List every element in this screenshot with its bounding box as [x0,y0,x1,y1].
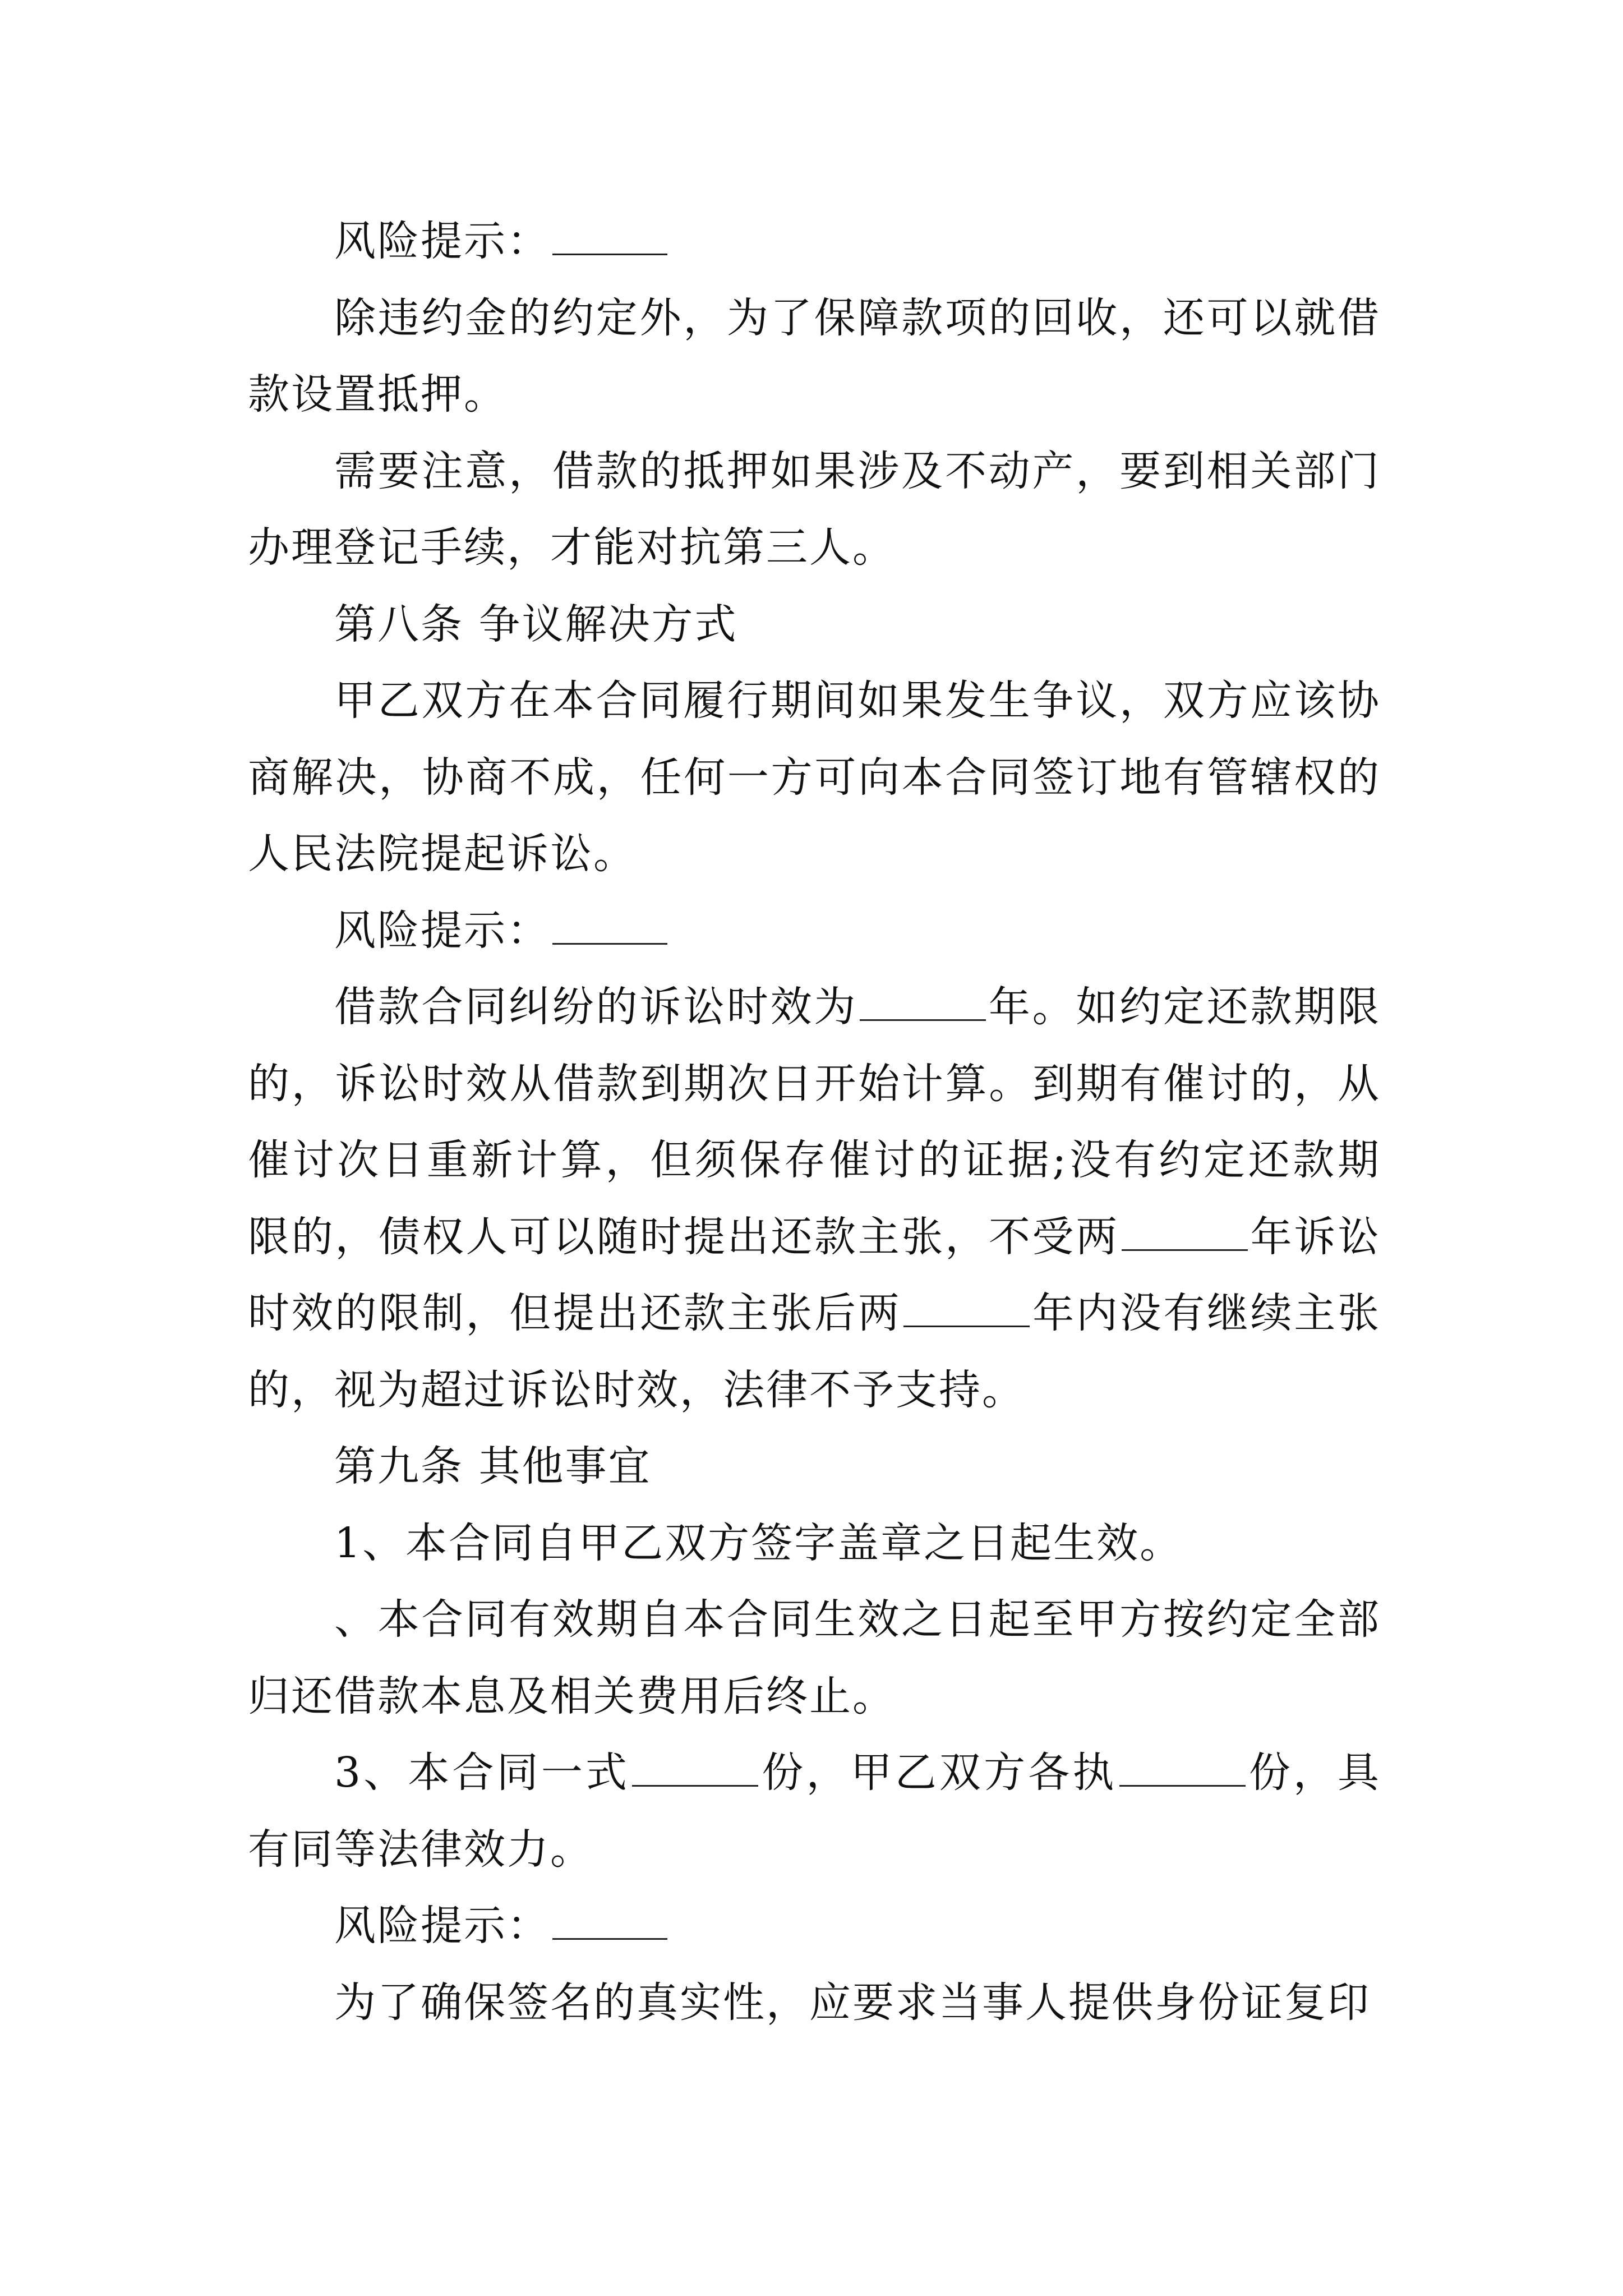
risk-tip-3 [248,1888,1381,1964]
fill-in-blank [552,910,667,945]
p-dispute [248,662,1381,892]
paragraph-text: 风险提示： [334,1902,550,1950]
fill-in-blank [903,1293,1030,1327]
paragraph-text: 年。如约定还款期限的，诉讼时效从借款到期次日开始计算。到期有催讨的，从催讨次日重新计算，但须保存催讨的证据;没有约定还款期限的，债权人可以随时提出还款主张，不受两 [248,983,1381,1261]
fill-in-blank [632,1752,758,1787]
paragraph-text: 3、本合同一式 [334,1749,630,1797]
fill-in-blank [552,221,667,255]
fill-in-blank [1119,1752,1246,1787]
p-limitation [248,969,1381,1428]
paragraph-text: 风险提示： [334,906,550,955]
p-mortgage [248,280,1381,433]
fill-in-blank [552,1906,667,1940]
paragraph-text: 1、本合同自甲乙双方签字盖章之日起生效。 [334,1519,1183,1567]
paragraph-text: 年内没有继续主张的，视为超过诉讼时效，法律不予支持。 [248,1289,1381,1414]
risk-tip-2 [248,892,1381,969]
fill-in-blank [1122,1217,1248,1251]
paragraph-text: 需要注意，借款的抵押如果涉及不动产，要到相关部门办理登记手续，才能对抗第三人。 [248,447,1381,572]
paragraph-text: 份，甲乙双方各执 [760,1749,1117,1797]
risk-tip-1 [248,203,1381,280]
article-8-title [248,586,1381,663]
p-registration [248,433,1381,586]
paragraph-text: 年诉讼时效的限制，但提出还款主张后两 [248,1212,1381,1337]
paragraph-text: 风险提示： [334,217,550,265]
paragraph-text: 甲乙双方在本合同履行期间如果发生争议，双方应该协商解决，协商不成，任何一方可向本合同签订地有管辖权的人民法院提起诉讼。 [248,677,1381,878]
item-2 [248,1581,1381,1734]
article-9-title [248,1428,1381,1505]
paragraph-text: 第八条 争议解决方式 [334,600,738,648]
paragraph-text: 除违约金的约定外，为了保障款项的回收，还可以就借款设置抵押。 [248,293,1381,418]
item-1 [248,1505,1381,1582]
paragraph-text: 份，具有同等法律效力。 [248,1749,1381,1874]
paragraph-text: 第九条 其他事宜 [334,1442,652,1490]
paragraph-text: 为了确保签名的真实性，应要求当事人提供身份证复印 [334,1978,1371,2027]
paragraph-text: 借款合同纠纷的诉讼时效为 [334,983,858,1031]
paragraph-text: 、本合同有效期自本合同生效之日起至甲方按约定全部归还借款本息及相关费用后终止。 [248,1595,1381,1720]
item-3 [248,1734,1381,1888]
fill-in-blank [860,987,986,1021]
p-signature [248,1964,1381,2041]
document-body [248,203,1381,2041]
